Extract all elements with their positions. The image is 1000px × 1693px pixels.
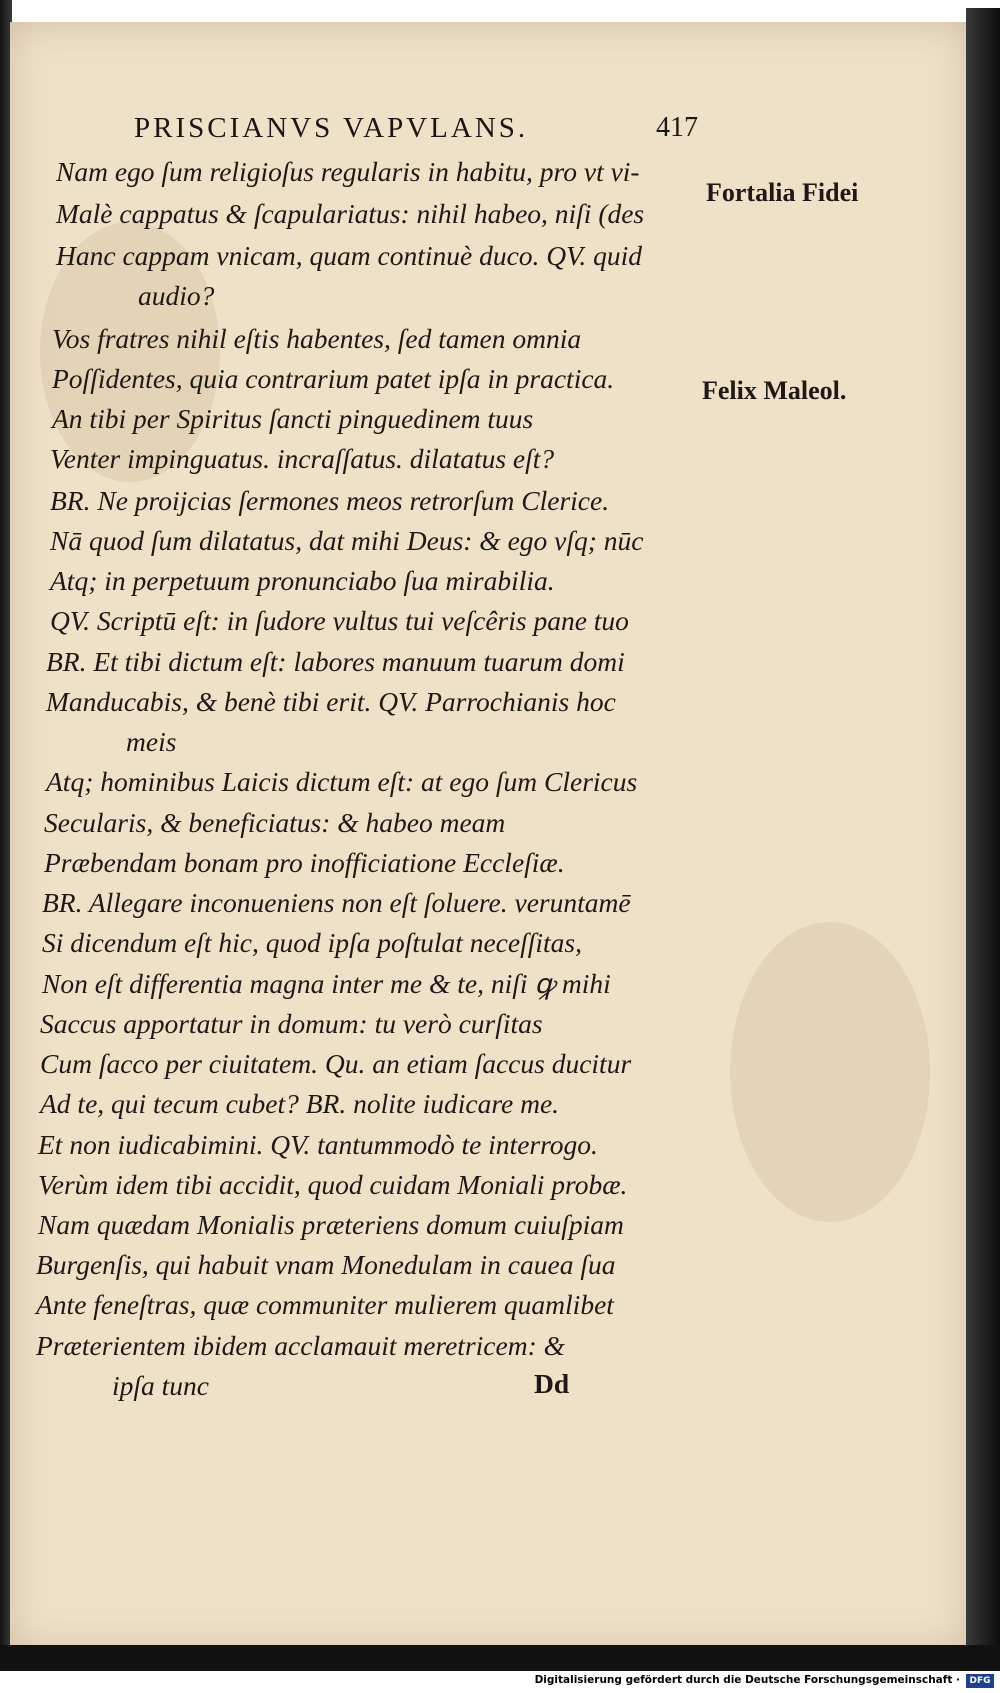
text-line: Burgenſis, qui habuit vnam Monedulam in cauea ſua [36,1249,616,1280]
text-line: Verùm idem tibi accidit, quod cuidam Moniali probæ. [38,1169,628,1200]
text-line: Atq; hominibus Laicis dictum eſt: at ego ſum Clericus [46,766,638,797]
page-number: 417 [656,112,698,143]
text-line: BR. Et tibi dictum eſt: labores manuum tuarum domi [46,646,625,677]
text-line: Nam ego ſum religioſus regularis in habitu, pro vt vi- [56,156,640,187]
text-line: BR. Allegare inconueniens non eſt ſoluere. veruntamē [42,887,631,918]
footer-bar [0,1671,1000,1693]
text-line: Præbendam bonam pro inofficiatione Eccleſiæ. [44,847,565,878]
text-line: Atq; in perpetuum pronunciabo ſua mirabilia. [50,565,555,596]
text-line: Ad te, qui tecum cubet? BR. nolite iudicare me. [40,1088,560,1119]
text-line: Manducabis, & benè tibi erit. QV. Parrochianis hoc [46,686,616,717]
margin-note: Felix Maleol. [702,376,847,405]
running-title: PRISCIANVS VAPVLANS. [134,112,529,144]
bottom-scan-border [0,1645,1000,1671]
signature-mark: Dd [534,1368,570,1399]
text-line: QV. Scriptū eſt: in ſudore vultus tui veſcêris pane tuo [50,605,629,636]
text-line: Et non iudicabimini. QV. tantummodò te interrogo. [38,1129,598,1160]
text-line: Hanc cappam vnicam, quam continuè duco. QV. quid [56,240,643,271]
text-line: BR. Ne proijcias ſermones meos retrorſum Clerice. [50,485,610,516]
dfg-logo-icon: DFG [966,1674,994,1688]
text-line: audio? [138,280,215,311]
text-line: Vos fratres nihil eſtis habentes, ſed tamen omnia [52,323,582,354]
text-line: Cum ſacco per ciuitatem. Qu. an etiam ſaccus ducitur [40,1048,632,1079]
text-line: Saccus apportatur in domum: tu verò curſitas [40,1008,543,1039]
text-line: Malè cappatus & ſcapulariatus: nihil habeo, niſi (des [56,198,645,229]
text-line: ipſa tunc [112,1370,210,1401]
text-line: Nā quod ſum dilatatus, dat mihi Deus: & ego vſq; nūc [50,525,644,556]
text-line: Ante feneſtras, quæ communiter mulierem quamlibet [36,1289,614,1320]
text-line: Secularis, & beneficiatus: & habeo meam [44,807,506,838]
text-line: Poſſidentes, quia contrarium patet ipſa in practica. [52,363,615,394]
text-line: Venter impinguatus. incraſſatus. dilatatus eſt? [50,443,555,474]
text-line: Si dicendum eſt hic, quod ipſa poſtulat neceſſitas, [42,927,582,958]
funding-credit: Digitalisierung gefördert durch die Deutsche Forschungsgemeinschaft · [534,1674,960,1686]
text-line: Præterientem ibidem acclamauit meretricem: & [36,1330,565,1361]
text-line: Non eſt differentia magna inter me & te, niſi ꝙ mihi [42,968,611,999]
right-scan-border [966,8,1000,1650]
text-line: meis [126,726,177,757]
text-line: An tibi per Spiritus ſancti pinguedinem tuus [52,403,534,434]
text-line: Nam quædam Monialis præteriens domum cuiuſpiam [38,1209,624,1240]
margin-note: Fortalia Fidei [706,178,859,207]
